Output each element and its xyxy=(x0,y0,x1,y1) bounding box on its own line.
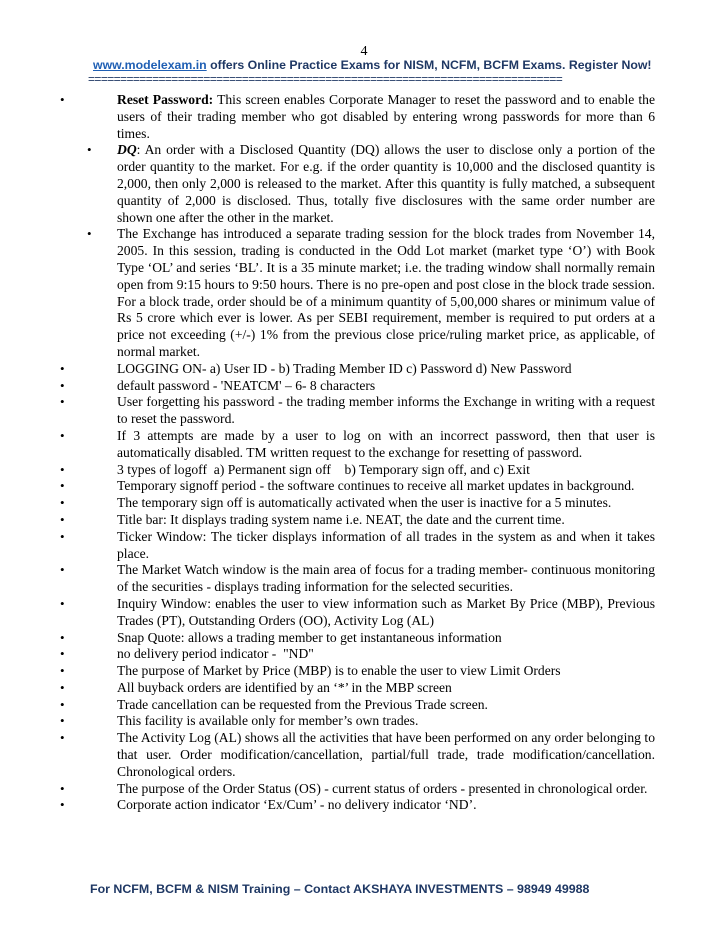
item-text: no delivery period indicator - "ND" xyxy=(117,646,314,662)
bullet-icon: • xyxy=(60,713,65,729)
item-text: If 3 attempts are made by a user to log on with an incorrect password, then that user is automatically disabled. TM written request to the exchange for resetting of password. xyxy=(117,427,655,460)
bullet-icon: • xyxy=(60,427,65,443)
item-text: All buyback orders are identified by an ‘*’ in the MBP screen xyxy=(117,679,452,695)
list-item xyxy=(0,378,655,395)
item-text: Trade cancellation can be requested from the Previous Trade screen. xyxy=(117,696,488,712)
bullet-icon: • xyxy=(60,780,65,796)
list-item xyxy=(0,663,655,680)
bullet-icon: • xyxy=(87,142,92,158)
list-item xyxy=(0,529,655,563)
bullet-icon: • xyxy=(60,360,65,376)
bullet-icon: • xyxy=(60,646,65,662)
list-item xyxy=(0,596,655,630)
bullet-icon: • xyxy=(60,696,65,712)
bullet-icon: • xyxy=(60,679,65,695)
item-text: Temporary signoff period - the software continues to receive all market updates in background. xyxy=(117,478,635,494)
list-item xyxy=(0,428,655,462)
bullet-icon: • xyxy=(60,511,65,527)
item-text: Corporate action indicator ‘Ex/Cum’ - no delivery indicator ‘ND’. xyxy=(117,797,477,813)
item-text: The Market Watch window is the main area of focus for a trading member- continuous monitoring of the securities - displays trading information for the selected securities. xyxy=(117,562,655,595)
page-number: 4 xyxy=(360,44,368,59)
bullet-icon: • xyxy=(60,663,65,679)
bullet-icon: • xyxy=(60,797,65,813)
item-text: LOGGING ON- a) User ID - b) Trading Member ID c) Password d) New Password xyxy=(117,360,572,376)
item-text: User forgetting his password - the trading member informs the Exchange in writing with a request to reset the password. xyxy=(117,394,655,427)
bullet-icon: • xyxy=(60,92,65,107)
item-text: The Activity Log (AL) shows all the activities that have been performed on any order belonging to that user. Order modification/cancellation, partial/full trade, trade modification/cancellation. Chronological orders. xyxy=(117,730,655,779)
item-text: : An order with a Disclosed Quantity (DQ) allows the user to disclose only a portion of the order quantity to the market. For e.g. if the order quantity is 10,000 and the disclosed quantity is 2,000, then only 2,000 is released to the market. After this quantity is fully matched, a subsequent quantity of 2,000 is disclosed. Thus, totally five disclosures with the same order number are shown one after the other in the market. xyxy=(117,142,655,225)
item-text: The temporary sign off is automatically activated when the user is inactive for a 5 minutes. xyxy=(117,495,612,511)
bullet-icon: • xyxy=(87,226,92,242)
list-item xyxy=(0,478,655,495)
site-link[interactable]: www.modelexam.in xyxy=(93,58,207,72)
list-item xyxy=(0,142,655,226)
item-text: This facility is available only for member’s own trades. xyxy=(117,713,419,729)
list-item xyxy=(0,92,655,142)
item-text: Snap Quote: allows a trading member to get instantaneous information xyxy=(117,629,502,645)
item-text: 3 types of logoff a) Permanent sign off b) Temporary sign off, and c) Exit xyxy=(117,461,530,477)
bullet-list xyxy=(0,92,728,814)
item-text: Ticker Window: The ticker displays information of all trades in the system as and when it takes place. xyxy=(117,528,655,561)
bullet-icon: • xyxy=(60,377,65,393)
item-label: Reset Password: xyxy=(117,92,214,107)
list-item xyxy=(0,562,655,596)
list-item xyxy=(0,697,655,714)
bullet-icon: • xyxy=(60,629,65,645)
list-item xyxy=(0,797,655,814)
bullet-icon: • xyxy=(60,562,65,578)
item-text: The purpose of the Order Status (OS) - current status of orders - presented in chronological order. xyxy=(117,780,648,796)
list-item xyxy=(0,226,655,360)
item-text: Inquiry Window: enables the user to view information such as Market By Price (MBP), Previous Trades (PT), Outstanding Orders (OO), Activity Log (AL) xyxy=(117,595,655,628)
bullet-icon: • xyxy=(60,394,65,410)
list-item xyxy=(0,512,655,529)
list-item xyxy=(0,630,655,647)
separator-rule: ========================================================================== xyxy=(88,72,563,86)
list-item xyxy=(0,730,655,780)
list-item xyxy=(0,495,655,512)
item-text: The purpose of Market by Price (MBP) is to enable the user to view Limit Orders xyxy=(117,663,561,679)
item-text: The Exchange has introduced a separate trading session for the block trades from November 14, 2005. In this session, trading is conducted in the Odd Lot market (market type ‘O’) with Book Type ‘OL’ and series ‘BL’. It is a 35 minute market; i.e. the trading window shall normally remain open from 9:15 hours to 9:50 hours. There is no pre-open and post close in the block trade session. For a block trade, order should be of a minimum quantity of 5,00,000 shares or minimum value of Rs 5 crore which ever is lower. As per SEBI requirement, member is required to put orders at a price not exceeding (+/-) 1% from the previous close price/ruling market price, as applicable, of normal market. xyxy=(117,226,655,359)
list-item xyxy=(0,713,655,730)
bullet-icon: • xyxy=(60,478,65,494)
list-item xyxy=(0,462,655,479)
item-text: default password - 'NEATCM' – 6- 8 characters xyxy=(117,377,376,393)
bullet-icon: • xyxy=(60,495,65,511)
header-banner xyxy=(93,57,653,73)
item-text: Title bar: It displays trading system name i.e. NEAT, the date and the current time. xyxy=(117,511,565,527)
bullet-icon: • xyxy=(60,461,65,477)
list-item xyxy=(0,394,655,428)
list-item xyxy=(0,781,655,798)
footer-banner: For NCFM, BCFM & NISM Training – Contact AKSHAYA INVESTMENTS – 98949 49988 xyxy=(90,882,590,896)
list-item xyxy=(0,680,655,697)
bullet-icon: • xyxy=(60,730,65,746)
bullet-icon: • xyxy=(60,528,65,544)
item-text: This screen enables Corporate Manager to reset the password and to enable the users of their trading member who got disabled by entering wrong passwords for more than 6 times. xyxy=(117,92,655,141)
header-text: offers Online Practice Exams for NISM, NCFM, BCFM Exams. Register Now! xyxy=(206,58,652,72)
list-item xyxy=(0,646,655,663)
bullet-icon: • xyxy=(60,595,65,611)
list-item xyxy=(0,361,655,378)
item-label: DQ xyxy=(117,142,137,158)
